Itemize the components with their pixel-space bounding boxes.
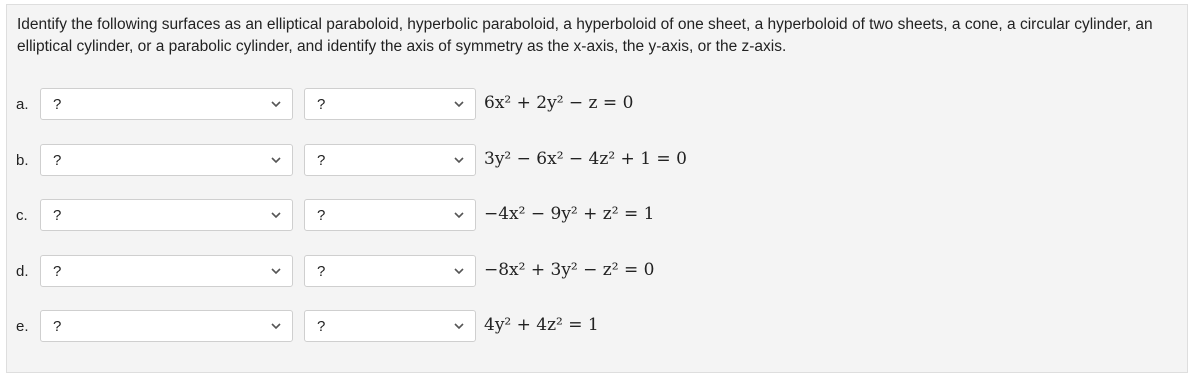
equation: −4x² − 9y² + z² = 1 (484, 204, 655, 224)
chevron-down-icon (270, 320, 282, 332)
row-label: c. (16, 207, 28, 224)
surface-type-select[interactable] (40, 255, 293, 287)
row-label: e. (16, 318, 29, 335)
chevron-down-icon (453, 154, 465, 166)
select-value: ? (317, 207, 326, 224)
row-label: b. (16, 152, 29, 169)
equation: −8x² + 3y² − z² = 0 (484, 260, 655, 280)
axis-select[interactable] (304, 310, 476, 342)
select-value: ? (53, 318, 62, 335)
row-label: a. (16, 96, 29, 113)
chevron-down-icon (270, 265, 282, 277)
chevron-down-icon (270, 209, 282, 221)
equation: 3y² − 6x² − 4z² + 1 = 0 (484, 149, 687, 169)
question-instructions: Identify the following surfaces as an elliptical paraboloid, hyperbolic paraboloid, a hyperboloid of one sheet, a hyperboloid of two sheets, a cone, a circular cylinder, an elliptical cylinder, or a parabolic cylinder, and identify the axis of symmetry as the x-axis, the y-axis, or the z-axis. (17, 16, 1153, 55)
select-value: ? (317, 152, 326, 169)
question-row-e (7, 310, 1187, 344)
surface-type-select[interactable] (40, 310, 293, 342)
row-label: d. (16, 263, 29, 280)
axis-select[interactable] (304, 255, 476, 287)
chevron-down-icon (270, 98, 282, 110)
equation: 6x² + 2y² − z = 0 (484, 93, 634, 113)
select-value: ? (317, 96, 326, 113)
chevron-down-icon (453, 320, 465, 332)
select-value: ? (317, 263, 326, 280)
question-row-d (7, 255, 1187, 289)
chevron-down-icon (453, 98, 465, 110)
equation: 4y² + 4z² = 1 (484, 315, 599, 335)
chevron-down-icon (453, 209, 465, 221)
chevron-down-icon (270, 154, 282, 166)
select-value: ? (317, 318, 326, 335)
question-row-b (7, 144, 1187, 178)
select-value: ? (53, 152, 62, 169)
question-row-c (7, 199, 1187, 233)
surface-type-select[interactable] (40, 88, 293, 120)
surface-type-select[interactable] (40, 199, 293, 231)
axis-select[interactable] (304, 199, 476, 231)
question-panel (6, 4, 1188, 373)
select-value: ? (53, 263, 62, 280)
select-value: ? (53, 96, 62, 113)
axis-select[interactable] (304, 88, 476, 120)
question-row-a (7, 88, 1187, 122)
chevron-down-icon (453, 265, 465, 277)
surface-type-select[interactable] (40, 144, 293, 176)
select-value: ? (53, 207, 62, 224)
axis-select[interactable] (304, 144, 476, 176)
